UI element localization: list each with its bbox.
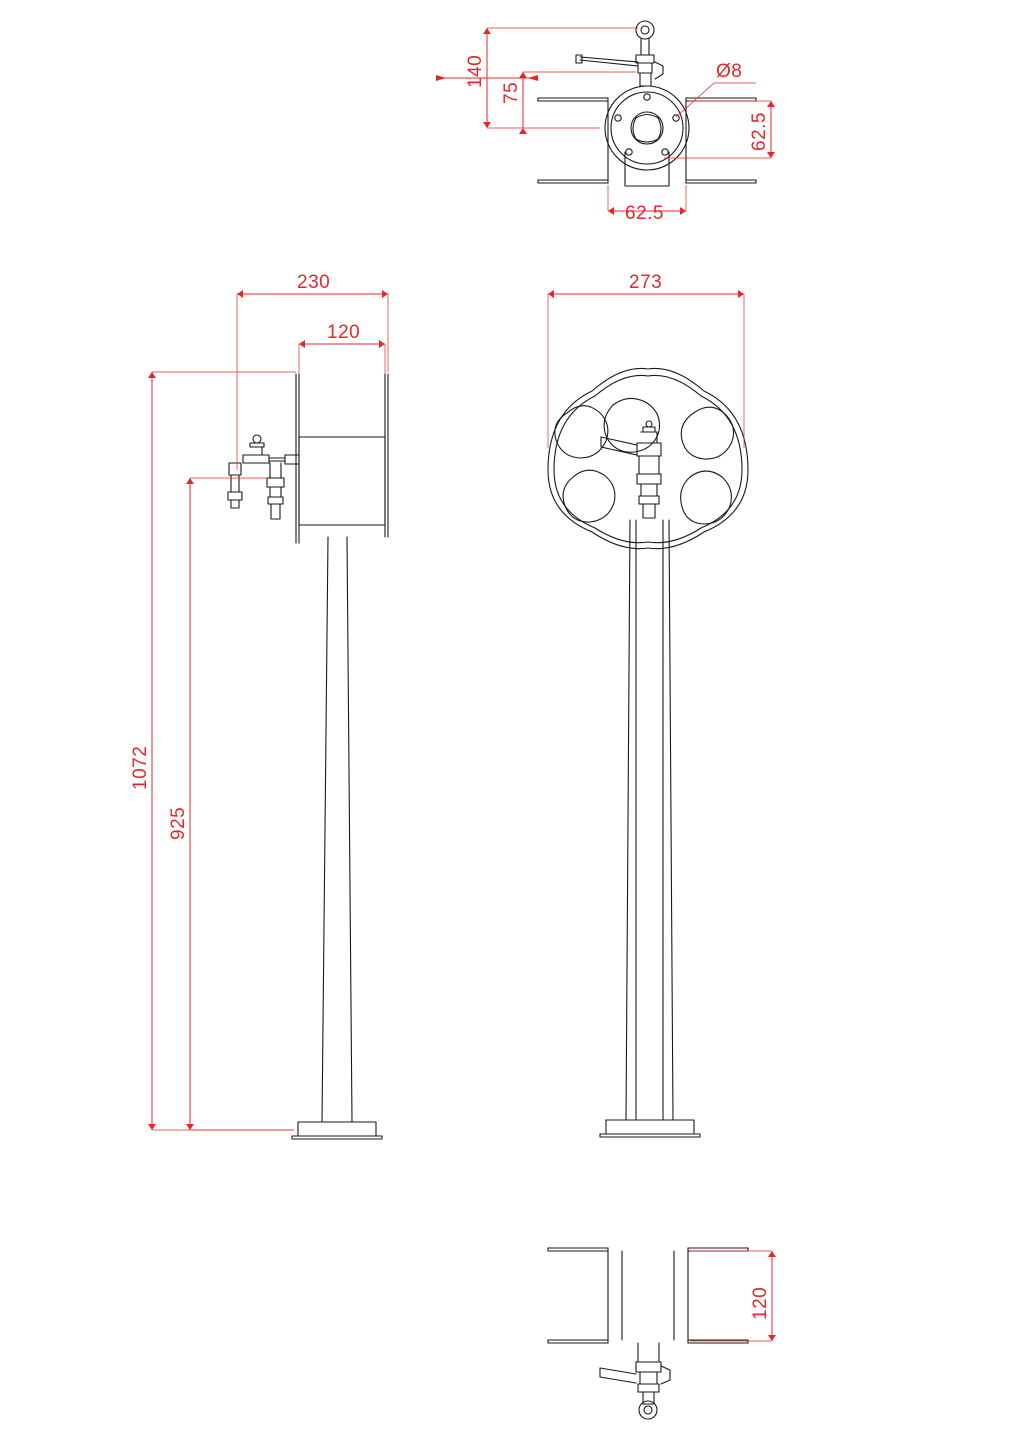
bottom-detail-dimensions <box>690 1251 776 1341</box>
dim-925: 925 <box>168 806 189 840</box>
side-view-geometry <box>228 374 388 1139</box>
dim-1072: 1072 <box>130 745 151 790</box>
front-view-dimensions <box>548 272 744 448</box>
front-view-geometry <box>548 368 748 1137</box>
dim-62-5-vertical: 62.5 <box>749 112 770 151</box>
dim-140: 140 <box>465 54 486 88</box>
side-view-dimensions <box>130 272 388 1130</box>
dim-dia8: Ø8 <box>716 61 743 82</box>
dim-75: 75 <box>501 81 522 104</box>
top-view-dimensions <box>437 28 775 224</box>
dim-120: 120 <box>327 322 361 343</box>
dim-230: 230 <box>297 272 331 293</box>
dim-62-5-horizontal: 62.5 <box>625 203 664 224</box>
top-view-geometry <box>538 21 756 186</box>
dim-detail-120: 120 <box>750 1286 771 1320</box>
dim-273: 273 <box>629 272 663 293</box>
bottom-detail-geometry <box>548 1248 748 1419</box>
